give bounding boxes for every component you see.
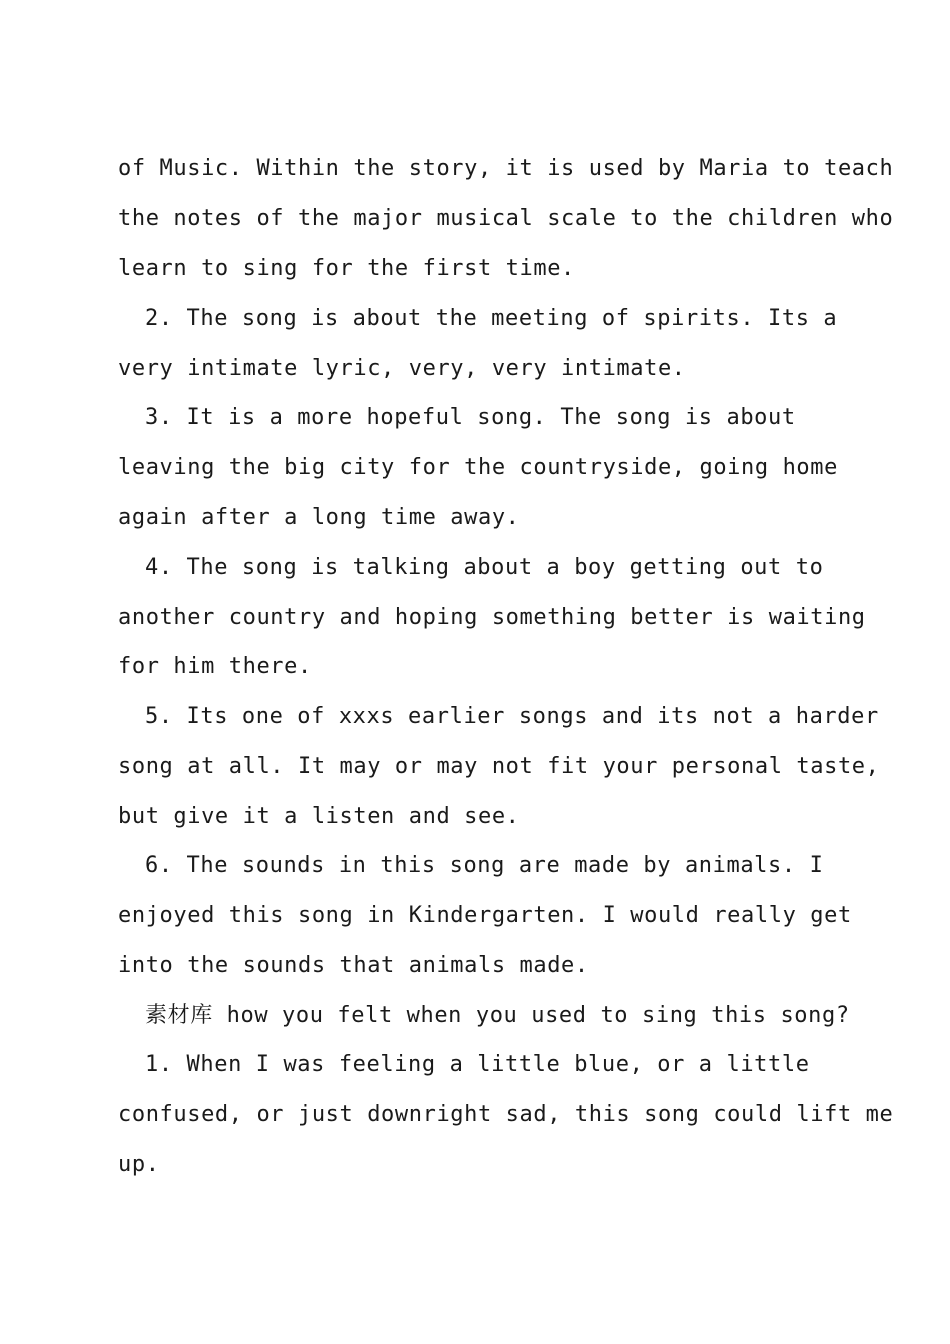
- text-line: learn to sing for the first time.: [118, 256, 575, 281]
- text-line: leaving the big city for the countryside, going home: [118, 455, 838, 480]
- text-line: up.: [118, 1152, 160, 1177]
- section-question: 素材库 how you felt when you used to sing this song?: [145, 1003, 850, 1028]
- text-line: another country and hoping something better is waiting: [118, 605, 866, 630]
- list-item-6: 6. The sounds in this song are made by animals. I: [145, 853, 824, 878]
- text-line: into the sounds that animals made.: [118, 953, 589, 978]
- list-item-3: 3. It is a more hopeful song. The song is about: [145, 405, 796, 430]
- list-item-2: 2. The song is about the meeting of spirits. Its a: [145, 306, 838, 331]
- text-line: again after a long time away.: [118, 505, 520, 530]
- text-line: enjoyed this song in Kindergarten. I would really get: [118, 903, 852, 928]
- list-item-5: 5. Its one of xxxs earlier songs and its not a harder: [145, 704, 879, 729]
- text-line: confused, or just downright sad, this song could lift me: [118, 1102, 894, 1127]
- text-line: very intimate lyric, very, very intimate.: [118, 356, 686, 381]
- list-item-4: 4. The song is talking about a boy getting out to: [145, 555, 824, 580]
- text-line: song at all. It may or may not fit your personal taste,: [118, 754, 880, 779]
- text-line: but give it a listen and see.: [118, 804, 520, 829]
- text-line: the notes of the major musical scale to the children who: [118, 206, 894, 231]
- text-line: of Music. Within the story, it is used by Maria to teach: [118, 156, 894, 181]
- list-item-1: 1. When I was feeling a little blue, or a little: [145, 1052, 810, 1077]
- text-line: for him there.: [118, 654, 312, 679]
